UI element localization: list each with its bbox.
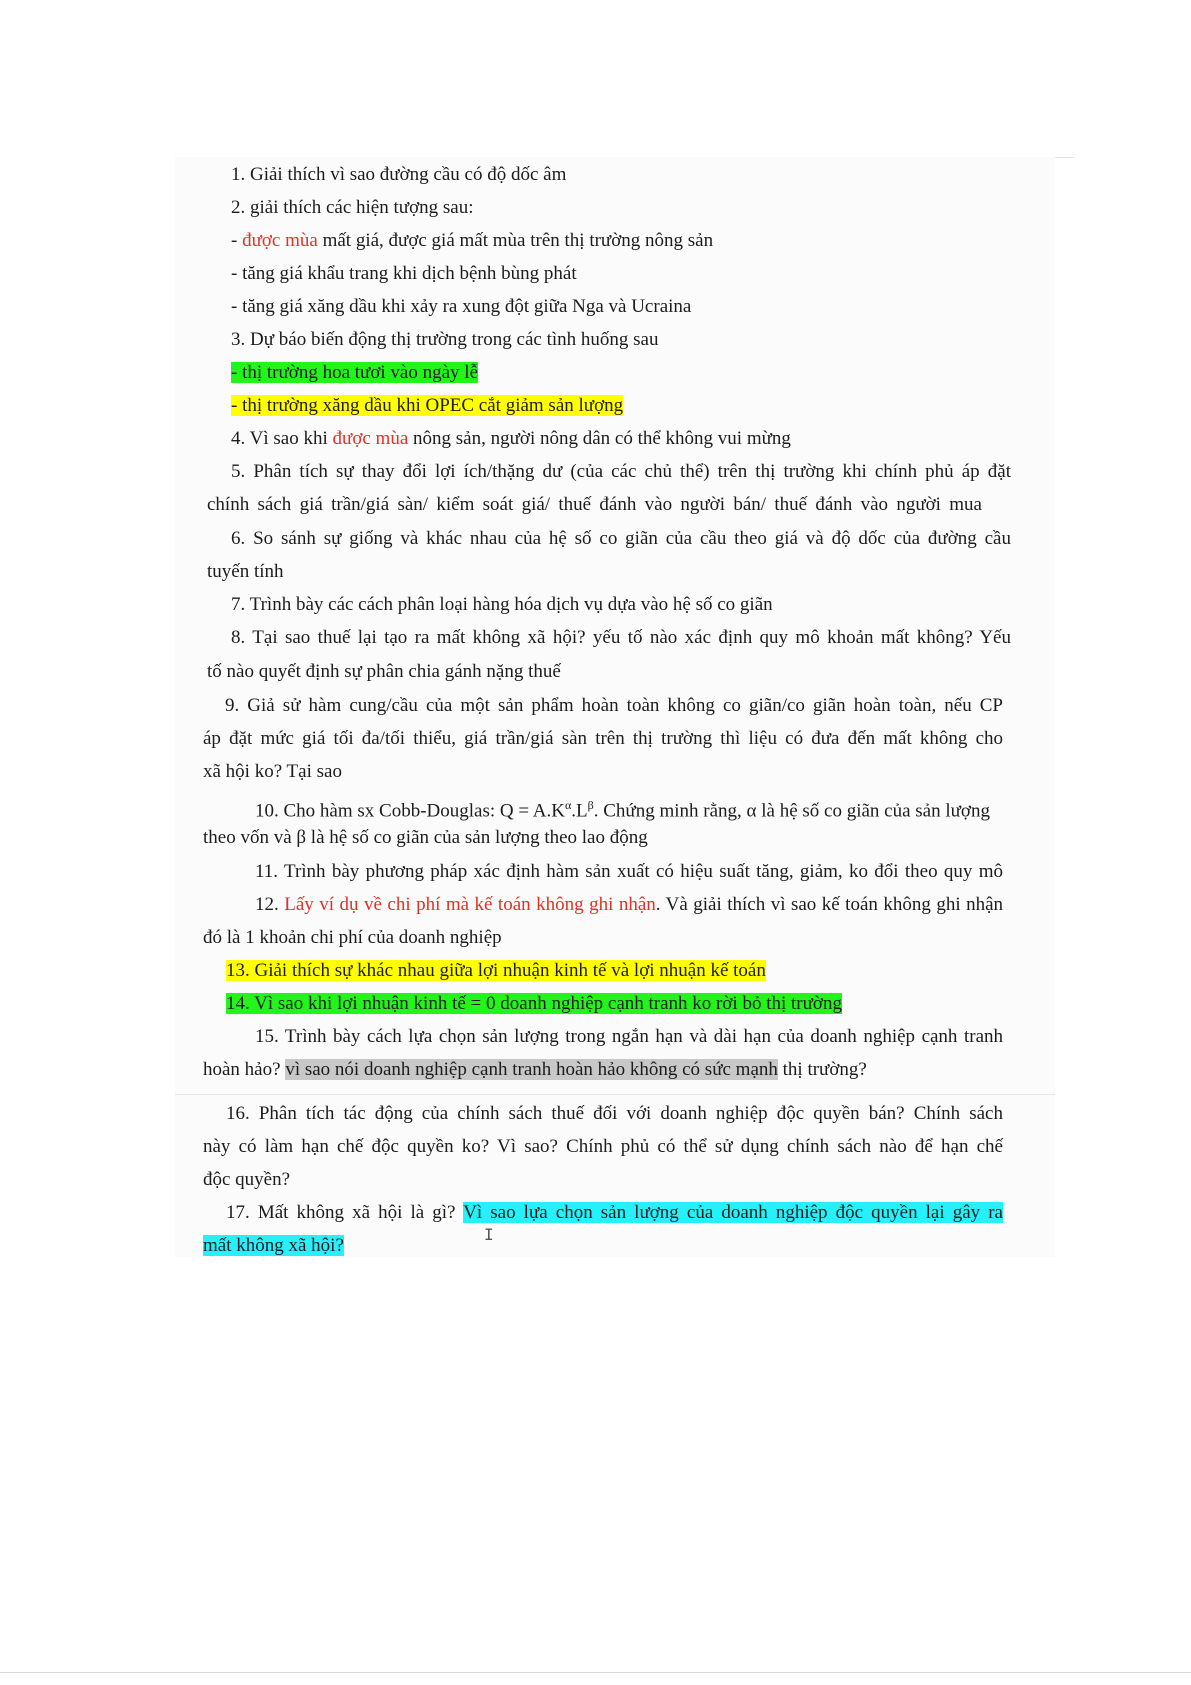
question-15-line-2 — [203, 1057, 867, 1083]
question-10-text-pre: 10. Cho hàm sx Cobb-Douglas: Q = A.K — [255, 800, 565, 822]
question-8-text-cont: tố nào quyết định sự phân chia gánh nặng thuế — [207, 661, 561, 682]
alpha-superscript: α — [564, 798, 572, 812]
question-9-text-cont: áp đặt mức giá tối đa/tối thiểu, giá trần/giá sàn trên thị trường thì liệu có đưa đến mất không cho — [203, 728, 1003, 749]
question-5-line-2 — [207, 492, 982, 518]
question-17-text-pre: 17. Mất không xã hội là gì? — [226, 1202, 464, 1223]
question-4-text-pre: 4. Vì sao khi — [231, 428, 333, 449]
question-10-line-1 — [255, 792, 990, 824]
question-3b-text: - thị trường xăng dầu khi OPEC cắt giảm sản lượng — [231, 395, 624, 416]
question-6-text-cont: tuyến tính — [207, 561, 284, 582]
question-15-text: 15. Trình bày cách lựa chọn sản lượng trong ngắn hạn và dài hạn của doanh nghiệp cạnh tranh — [255, 1026, 1003, 1047]
question-17-line-2 — [203, 1233, 344, 1259]
question-9-text-cont-2: xã hội ko? Tại sao — [203, 761, 342, 782]
question-5-text-cont: chính sách giá trần/giá sàn/ kiểm soát giá/ thuế đánh vào người bán/ thuế đánh vào người mua — [207, 494, 982, 515]
question-13 — [226, 958, 766, 984]
question-16-line-1 — [226, 1101, 1003, 1127]
question-8-line-1 — [231, 625, 1011, 651]
question-16-text: 16. Phân tích tác động của chính sách thuế đối với doanh nghiệp độc quyền bán? Chính sách — [226, 1103, 1003, 1124]
question-10-text-post: . Chứng minh rằng, α là hệ số co giãn của sản lượng — [593, 800, 990, 822]
question-17-line-1 — [226, 1200, 1003, 1226]
question-11-text: 11. Trình bày phương pháp xác định hàm sản xuất có hiệu suất tăng, giảm, ko đổi theo quy mô — [255, 861, 1003, 882]
highlight-red-text: được mùa — [242, 230, 318, 251]
question-2b-text: - tăng giá khẩu trang khi dịch bệnh bùng phát — [231, 263, 577, 284]
question-15-text-gray: vì sao nói doanh nghiệp cạnh tranh hoàn hảo không có sức mạnh — [285, 1059, 778, 1080]
question-2 — [231, 195, 473, 221]
question-5-line-1 — [231, 459, 1011, 485]
question-6-text: 6. So sánh sự giống và khác nhau của hệ số co giãn của cầu theo giá và độ dốc của đường cầu — [231, 528, 1011, 549]
question-1 — [231, 162, 566, 188]
question-1-text: 1. Giải thích vì sao đường cầu có độ dốc âm — [231, 164, 567, 185]
question-8-text: 8. Tại sao thuế lại tạo ra mất không xã hội? yếu tố nào xác định quy mô khoản mất không? Yếu — [231, 627, 1011, 648]
question-16-text-cont: này có làm hạn chế độc quyền ko? Vì sao? Chính phủ có thể sử dụng chính sách nào để hạn chế — [203, 1136, 1003, 1157]
page-divider — [175, 1094, 1055, 1095]
question-6-line-1 — [231, 526, 1011, 552]
highlight-red-text: Lấy ví dụ về chi phí mà kế toán không ghi nhận — [284, 894, 656, 915]
bottom-divider — [0, 1672, 1191, 1673]
question-11 — [255, 859, 1003, 885]
question-3-text: 3. Dự báo biến động thị trường trong các tình huống sau — [231, 329, 659, 350]
question-6-line-2 — [207, 559, 284, 585]
question-16-text-cont-2: độc quyền? — [203, 1169, 291, 1190]
question-15-line-1 — [255, 1024, 1003, 1050]
question-4-text-post: nông sản, người nông dân có thể không vui mừng — [408, 428, 791, 449]
question-7 — [231, 592, 773, 618]
highlight-red-text: được mùa — [332, 428, 409, 449]
question-3 — [231, 327, 658, 353]
question-10-text-cont: theo vốn và β là hệ số co giãn của sản lượng theo lao động — [203, 827, 648, 848]
question-3a — [231, 360, 478, 386]
question-2c-text: - tăng giá xăng dầu khi xảy ra xung đột giữa Nga và Ucraina — [231, 296, 692, 317]
question-17-text-cyan: Vì sao lựa chọn sản lượng của doanh nghiệp độc quyền lại gây ra — [463, 1202, 1003, 1223]
question-10-text-mid: .L — [571, 800, 588, 822]
question-12-line-1 — [255, 892, 1003, 918]
question-3b — [231, 393, 623, 419]
question-2c — [231, 294, 691, 320]
question-12-number: 12. — [255, 894, 285, 915]
question-2a-text: mất giá, được giá mất mùa trên thị trường nông sản — [317, 230, 714, 251]
question-12-line-2 — [203, 925, 502, 951]
question-16-line-3 — [203, 1167, 290, 1193]
question-12-text-post: . Và giải thích vì sao kế toán không ghi nhận — [655, 894, 1004, 915]
beta-superscript: β — [587, 798, 594, 812]
question-17-text-cyan-cont: mất không xã hội? — [203, 1235, 344, 1256]
question-2a: - được mùa mất giá, được giá mất mùa trên thị trường nông sản — [231, 230, 714, 251]
question-9-line-2 — [203, 726, 1003, 752]
question-14-text: 14. Vì sao khi lợi nhuận kinh tế = 0 doanh nghiệp cạnh tranh ko rời bỏ thị trường — [226, 993, 842, 1014]
question-4 — [231, 426, 791, 452]
question-2b — [231, 261, 577, 287]
question-15-text-post: thị trường? — [777, 1059, 867, 1080]
question-3a-text: - thị trường hoa tươi vào ngày lễ — [231, 362, 478, 383]
question-14 — [226, 991, 842, 1017]
question-13-text: 13. Giải thích sự khác nhau giữa lợi nhuận kinh tế và lợi nhuận kế toán — [226, 960, 766, 981]
question-9-line-1 — [225, 693, 1003, 719]
question-12-text-cont: đó là 1 khoản chi phí của doanh nghiệp — [203, 927, 502, 948]
question-15-text-pre: hoàn hảo? — [203, 1059, 286, 1080]
question-16-line-2 — [203, 1134, 1003, 1160]
question-10-line-2 — [203, 825, 648, 851]
question-7-text: 7. Trình bày các cách phân loại hàng hóa dịch vụ dựa vào hệ số co giãn — [231, 594, 773, 615]
question-8-line-2 — [207, 659, 561, 685]
question-9-text: 9. Giả sử hàm cung/cầu của một sản phẩm hoàn toàn không co giãn/co giãn hoàn toàn, nếu CP — [225, 695, 1003, 716]
question-9-line-3 — [203, 759, 342, 785]
text-cursor-icon: I — [484, 1225, 494, 1244]
question-2-text: 2. giải thích các hiện tượng sau: — [231, 197, 474, 218]
question-5-text: 5. Phân tích sự thay đổi lợi ích/thặng dư (của các chủ thể) trên thị trường khi chính phủ áp đặt — [231, 461, 1011, 482]
